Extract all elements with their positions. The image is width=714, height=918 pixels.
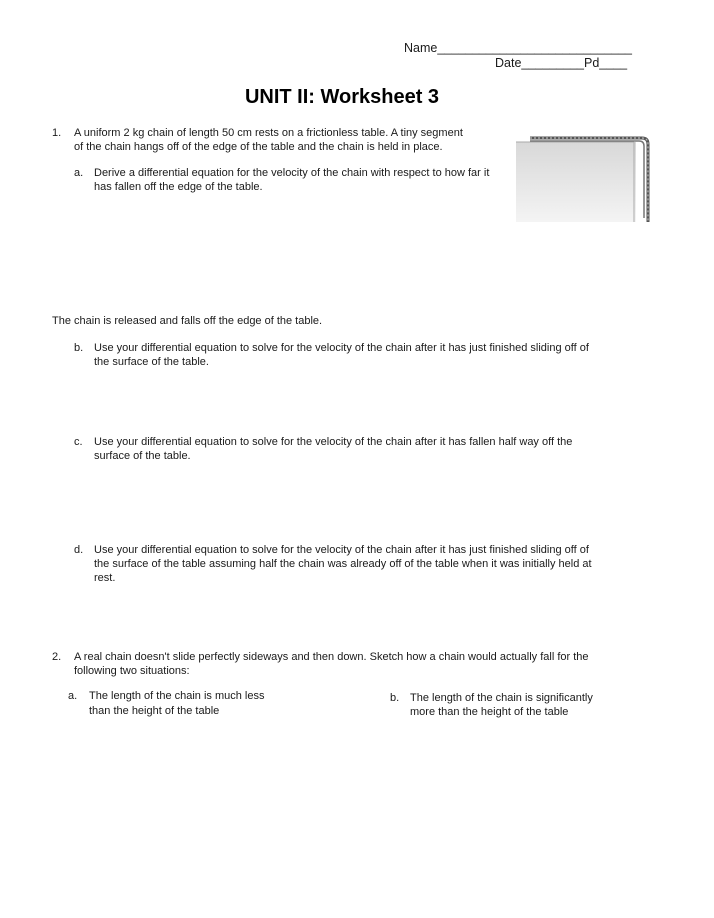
q1-number: 1. (52, 127, 62, 139)
q1a-line-2: has fallen off the edge of the table. (94, 181, 263, 193)
chain-released-text: The chain is released and falls off the edge of the table. (52, 315, 323, 327)
pd-blank[interactable]: ____ (599, 56, 628, 70)
q1a-label: a. (74, 167, 84, 179)
q1-line-1: A uniform 2 kg chain of length 50 cm rests on a frictionless table. A tiny segment (74, 127, 463, 139)
q1d-label: d. (74, 544, 84, 556)
table-surface (516, 142, 636, 222)
page-title: UNIT II: Worksheet 3 (244, 86, 440, 108)
q1c-label: c. (74, 436, 83, 448)
q1d-line-1: Use your differential equation to solve for the velocity of the chain after it has just finished sliding off of (94, 544, 589, 556)
q1-line-2: of the chain hangs off of the edge of the table and the chain is held in place. (74, 141, 443, 153)
q2b-line-2: more than the height of the table (410, 706, 569, 718)
q2b-label: b. (390, 692, 400, 704)
q2-number: 2. (52, 651, 62, 663)
date-blank[interactable]: _________ (521, 56, 584, 70)
q1d-line-2: the surface of the table assuming half the chain was already off of the table when it was initially held at (94, 558, 592, 570)
pd-label: Pd (583, 56, 600, 70)
q1c-line-2: surface of the table. (94, 450, 191, 462)
q1d-line-3: rest. (94, 572, 116, 584)
q2a-line-2: than the height of the table (89, 705, 220, 717)
name-label: Name (404, 41, 438, 55)
q2b-line-1: The length of the chain is significantly (410, 692, 593, 704)
q2-line-1: A real chain doesn't slide perfectly sideways and then down. Sketch how a chain would actually fall for the (74, 651, 589, 663)
q1c-line-1: Use your differential equation to solve for the velocity of the chain after it has fallen half way off the (94, 436, 573, 448)
q1b-line-1: Use your differential equation to solve for the velocity of the chain after it has just finished sliding off of (94, 342, 589, 354)
q1b-label: b. (74, 342, 84, 354)
name-blank[interactable]: ____________________________ (437, 41, 632, 55)
date-label: Date (495, 56, 522, 70)
date-pd-field[interactable] (495, 56, 627, 70)
q1b-line-2: the surface of the table. (94, 356, 209, 368)
q2-line-2: following two situations: (74, 665, 190, 677)
q2a-line-1: The length of the chain is much less (89, 690, 265, 702)
q1a-line-1: Derive a differential equation for the velocity of the chain with respect to how far it (94, 167, 490, 179)
q2a-label: a. (68, 690, 78, 702)
name-field[interactable] (404, 41, 632, 55)
chain-on-table-illustration (516, 128, 656, 228)
